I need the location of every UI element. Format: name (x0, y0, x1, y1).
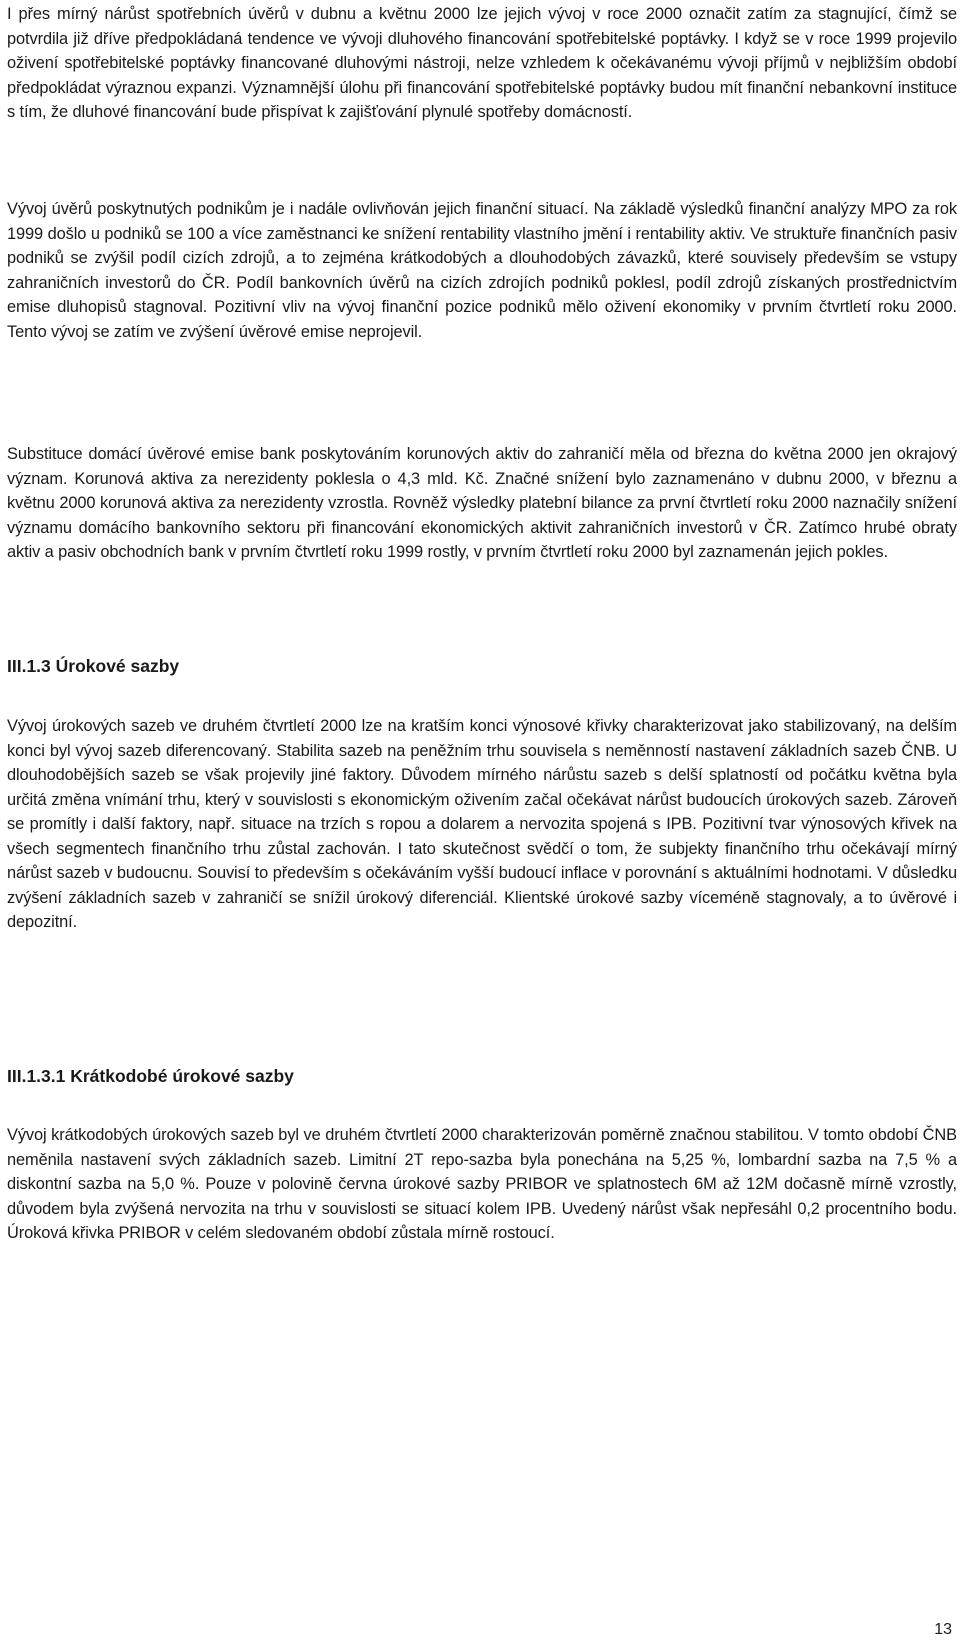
paragraph-corporate-credit: Vývoj úvěrů poskytnutých podnikům je i nadále ovlivňován jejich finanční situací. Na základě výsledků finanční analýzy MPO za rok 1999 došlo u podniků se 100 a více zaměstnanci ke snížení rentability vlastního jmění i rentability aktiv. Ve struktuře finančních pasiv podniků se zvýšil podíl cizích zdrojů, a to zejména krátkodobých a dlouhodobých závazků, které souvisely především se vstupy zahraničních investorů do ČR. Podíl bankovních úvěrů na cizích zdrojích podniků poklesl, podíl zdrojů získaných prostřednictvím emise dluhopisů stagnoval. Pozitivní vliv na vývoj finanční pozice podniků mělo oživení ekonomiky v prvním čtvrtletí roku 2000. Tento vývoj se zatím ve zvýšení úvěrové emise neprojevil. (7, 200, 957, 341)
paragraph-substitution: Substituce domácí úvěrové emise bank poskytováním korunových aktiv do zahraničí měla od března do května 2000 jen okrajový význam. Korunová aktiva za nerezidenty poklesla o 4,3 mld. Kč. Značné snížení bylo zaznamenáno v dubnu 2000, v březnu a květnu 2000 korunová aktiva za nerezidenty vzrostla. Rovněž výsledky platební bilance za první čtvrtletí roku 2000 naznačily snížení významu domácího bankovního sektoru při financování ekonomických aktivit zahraničních investorů v ČR. Zatímco hrubé obraty aktiv a pasiv obchodních bank v prvním čtvrtletí roku 1999 rostly, v prvním čtvrtletí roku 2000 byl zaznamenán jejich pokles. (7, 445, 957, 561)
paragraph-interest-rates: Vývoj úrokových sazeb ve druhém čtvrtletí 2000 lze na kratším konci výnosové křivky charakterizovat jako stabilizovaný, na delším konci byl vývoj sazeb diferencovaný. Stabilita sazeb na peněžním trhu souvisela s neměnností nastavení základních sazeb ČNB. U dlouhodobějších sazeb se však projevily jiné faktory. Důvodem mírného nárůstu sazeb s delší splatností od počátku května byla určitá změna vnímání trhu, který v souvislosti s ekonomickým oživením začal očekávat nárůst budoucích úrokových sazeb. Zároveň se promítly i další faktory, např. situace na trzích s ropou a dolarem a nervozita spojená s IPB. Pozitivní tvar výnosových křivek na všech segmentech finančního trhu zůstal zachován. I tato skutečnost svědčí o tom, že subjekty finančního trhu očekávají mírný nárůst sazeb v budoucnu. Souvisí to především s očekáváním vyšší budoucí inflace v porovnání s aktuálními hodnotami. V důsledku zvýšení základních sazeb v zahraničí se snížil úrokový diferenciál. Klientské úrokové sazby víceméně stagnovaly, a to úvěrové i depozitní. (7, 717, 957, 931)
subsection-heading-short-term-rates: III.1.3.1 Krátkodobé úrokové sazby (7, 1066, 294, 1086)
paragraph-short-term-rates: Vývoj krátkodobých úrokových sazeb byl ve druhém čtvrtletí 2000 charakterizován poměrně značnou stabilitou. V tomto období ČNB neměnila nastavení svých základních sazeb. Limitní 2T repo-sazba byla ponechána na 5,25 %, lombardní sazba na 7,5 % a diskontní sazba na 5,0 %. Pouze v polovině června úrokové sazby PRIBOR ve splatnostech 6M až 12M dočasně mírně vzrostly, důvodem byla zvýšená nervozita na trhu v souvislosti se situací kolem IPB. Uvedený nárůst však nepřesáhl 0,2 procentního bodu. Úroková křivka PRIBOR v celém sledovaném období zůstala mírně rostoucí. (7, 1126, 957, 1242)
paragraph-consumer-credit: I přes mírný nárůst spotřebních úvěrů v dubnu a květnu 2000 lze jejich vývoj v roce 2000 označit zatím za stagnující, čímž se potvrdila již dříve předpokládaná tendence ve vývoji dluhového financování spotřebitelské poptávky. I když se v roce 1999 projevilo oživení spotřebitelské poptávky financované dluhovými nástroji, nelze vzhledem k očekávanému vývoji příjmů v nejbližším období předpokládat výraznou expanzi. Významnější úlohu při financování spotřebitelské poptávky budou mít finanční nebankovní instituce s tím, že dluhové financování bude přispívat k zajišťování plynulé spotřeby domácností. (7, 5, 957, 121)
section-heading-interest-rates: III.1.3 Úrokové sazby (7, 656, 180, 676)
page-number: 13 (934, 1621, 952, 1638)
